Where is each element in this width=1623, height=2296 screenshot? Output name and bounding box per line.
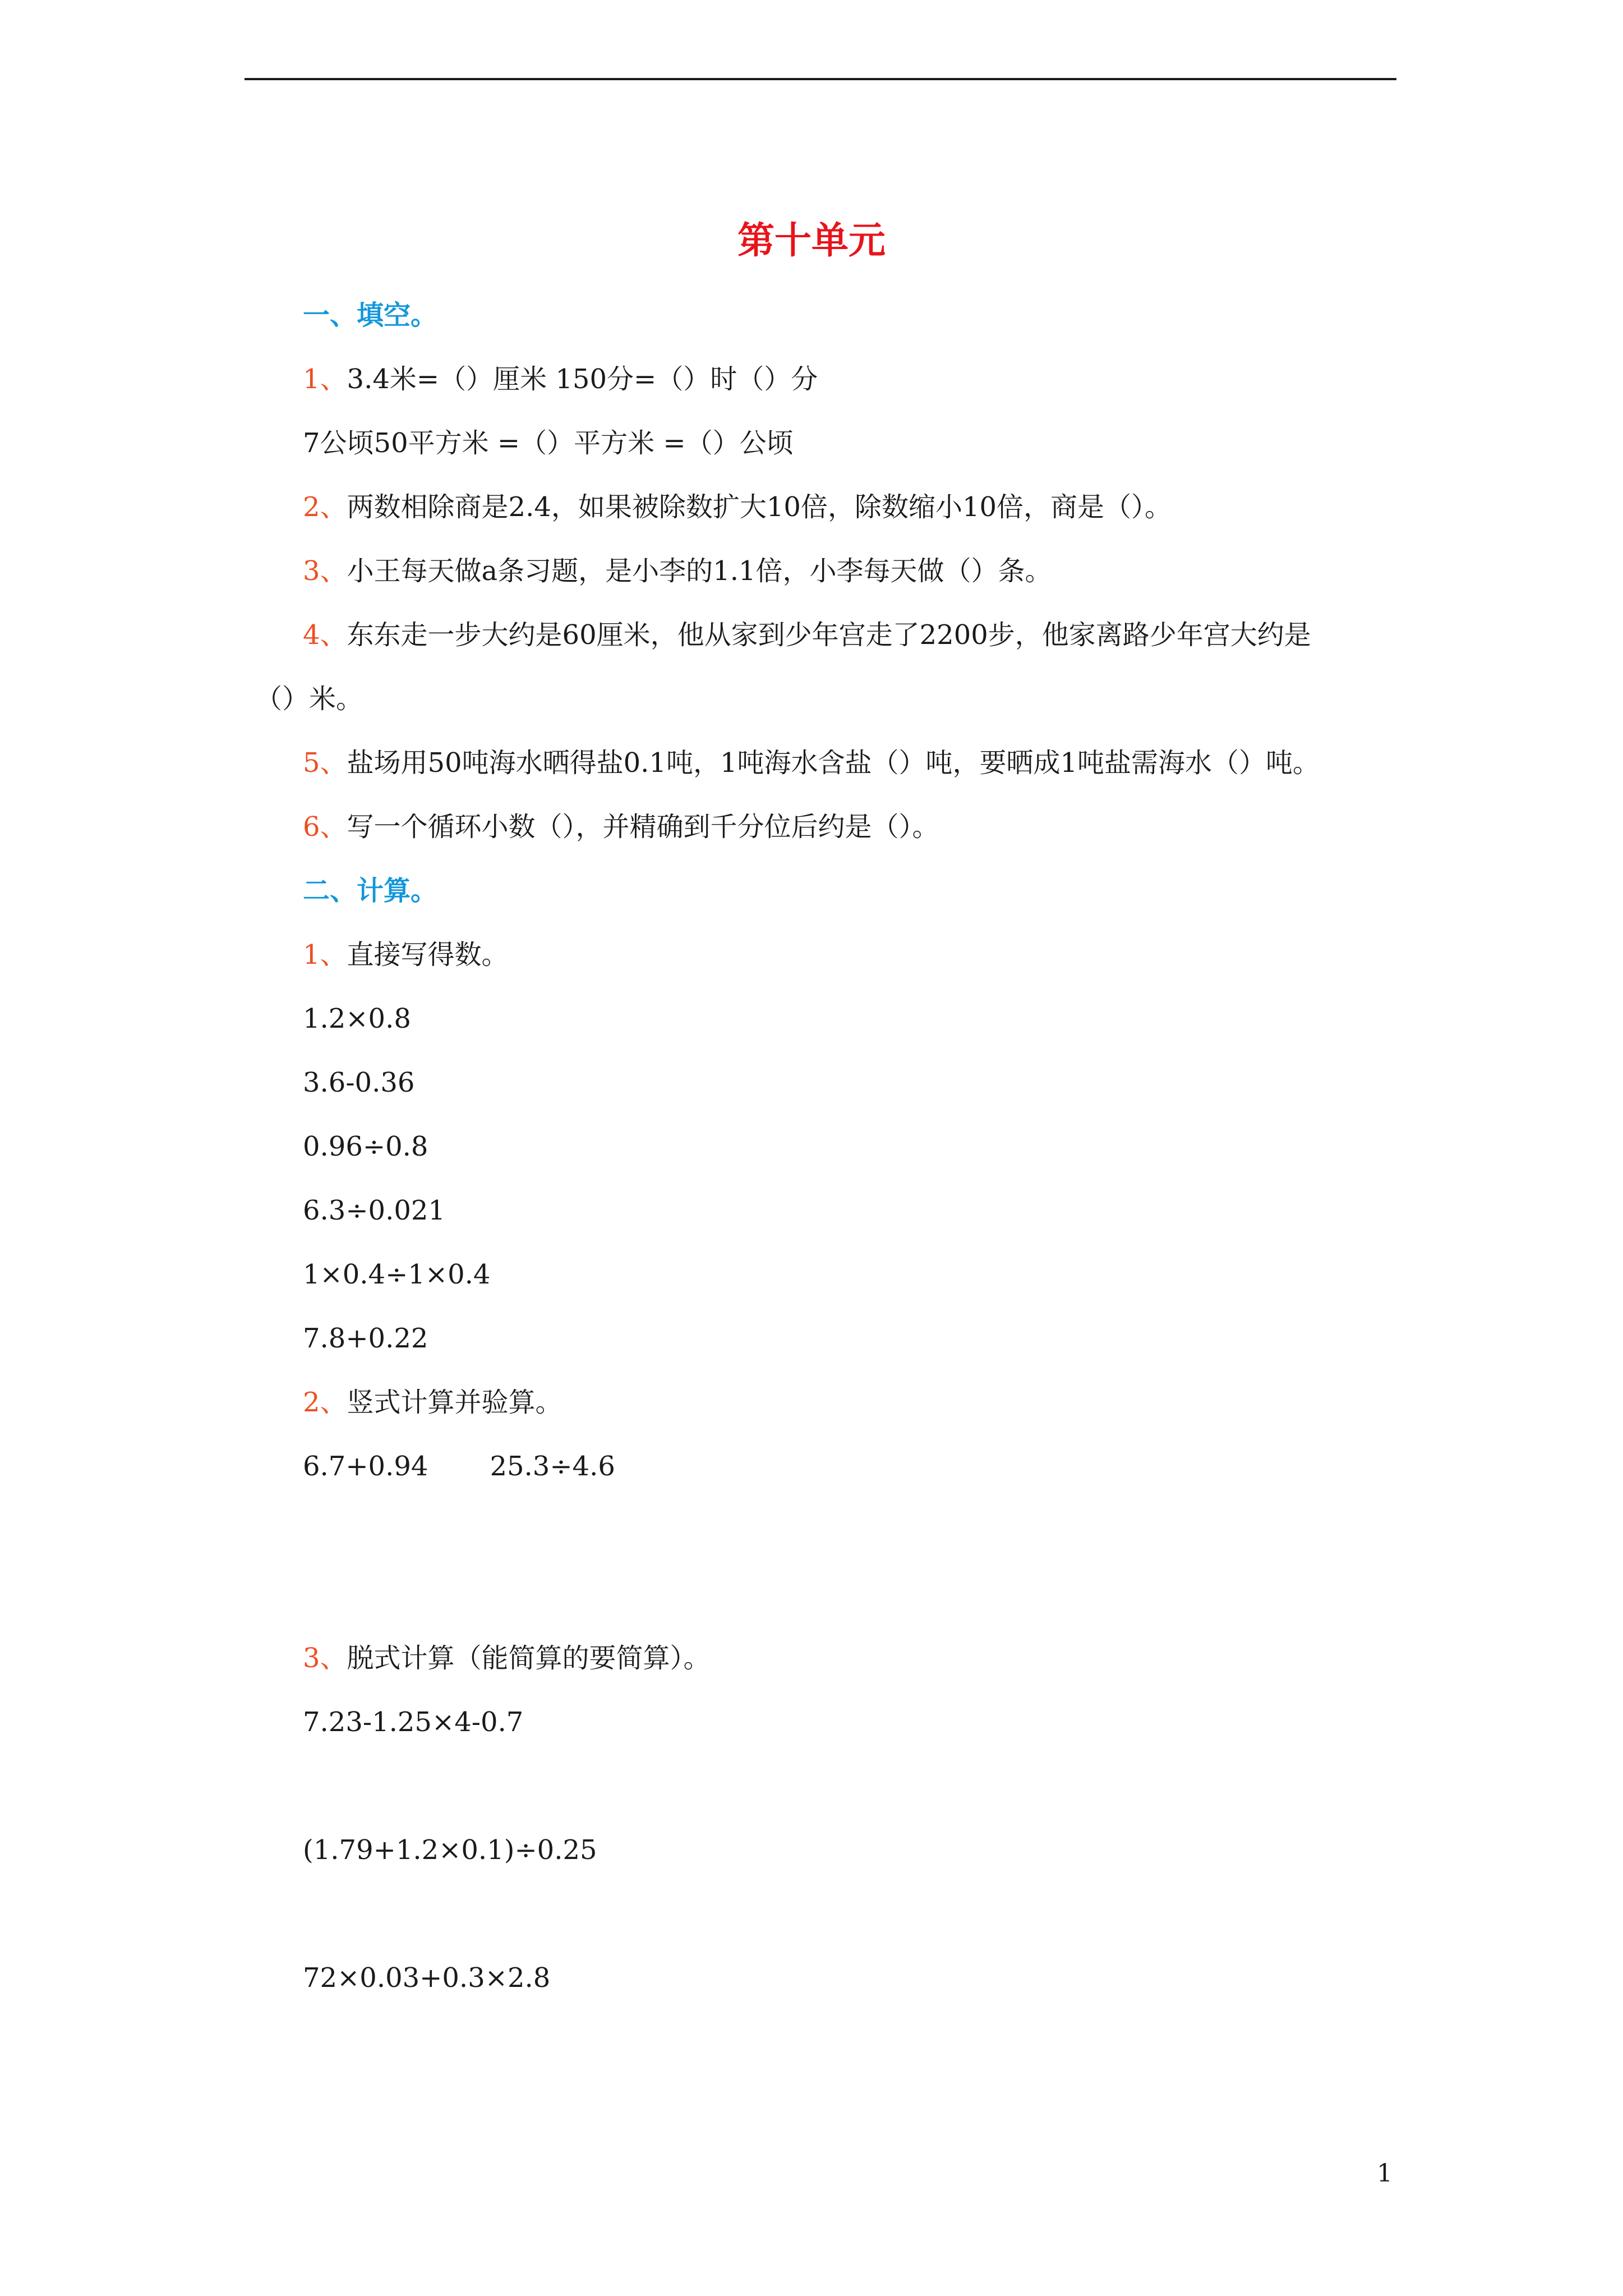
expression: 7.8+0.22: [303, 1323, 428, 1354]
question-4: [303, 613, 1311, 657]
question-number: 5、: [303, 747, 347, 779]
expression-row: [303, 1444, 615, 1489]
calc-question-2: [303, 1380, 562, 1425]
question-3: [303, 549, 1052, 593]
expression: 7.23-1.25×4-0.7: [303, 1706, 524, 1738]
question-1: [303, 357, 818, 402]
question-number: 6、: [303, 811, 347, 843]
question-number: 1、: [303, 939, 347, 970]
question-4-continuation: （）米。: [255, 683, 363, 715]
question-text: 3.4米=（）厘米 150分=（）时（）分: [347, 364, 818, 395]
question-text: 写一个循环小数（），并精确到千分位后约是（）。: [347, 811, 939, 843]
expression: (1.79+1.2×0.1)÷0.25: [303, 1834, 597, 1866]
question-text: 东东走一步大约是60厘米，他从家到少年宫走了2200步，他家离路少年宫大约是: [347, 619, 1311, 651]
expression: 0.96÷0.8: [303, 1131, 428, 1162]
page-number: 1: [1377, 2159, 1393, 2188]
expression: 6.3÷0.021: [303, 1195, 445, 1226]
question-number: 2、: [303, 1387, 347, 1418]
expression: 6.7+0.94: [303, 1451, 428, 1482]
question-text: 盐场用50吨海水晒得盐0.1吨，1吨海水含盐（）吨，要晒成1吨盐需海水（）吨。: [347, 747, 1320, 779]
section-heading-fill-blank: 一、填空。: [303, 300, 438, 331]
question-number: 2、: [303, 491, 347, 523]
question-text: 小王每天做a条习题，是小李的1.1倍，小李每天做（）条。: [347, 555, 1052, 587]
question-text: 脱式计算（能简算的要简算）。: [347, 1642, 711, 1674]
calc-question-1: [303, 932, 509, 977]
section-heading-calculation: 二、计算。: [303, 875, 438, 907]
question-1-line-2: 7公顷50平方米 =（）平方米 =（）公顷: [303, 427, 794, 459]
question-number: 1、: [303, 364, 347, 395]
question-6: [303, 804, 939, 849]
header-rule: [245, 78, 1396, 80]
question-number: 3、: [303, 555, 347, 587]
calc-question-3: [303, 1636, 711, 1681]
question-2: [303, 485, 1172, 530]
question-text: 两数相除商是2.4，如果被除数扩大10倍，除数缩小10倍，商是（）。: [347, 491, 1172, 523]
expression: 3.6-0.36: [303, 1067, 415, 1098]
expression: 1.2×0.8: [303, 1003, 411, 1034]
expression: 1×0.4÷1×0.4: [303, 1259, 491, 1290]
question-number: 4、: [303, 619, 347, 651]
expression: 72×0.03+0.3×2.8: [303, 1962, 551, 1994]
page-title: 第十单元: [737, 218, 886, 262]
expression: 25.3÷4.6: [490, 1451, 615, 1482]
question-number: 3、: [303, 1642, 347, 1674]
question-5: [303, 740, 1320, 785]
question-text: 直接写得数。: [347, 939, 509, 970]
question-text: 竖式计算并验算。: [347, 1387, 562, 1418]
